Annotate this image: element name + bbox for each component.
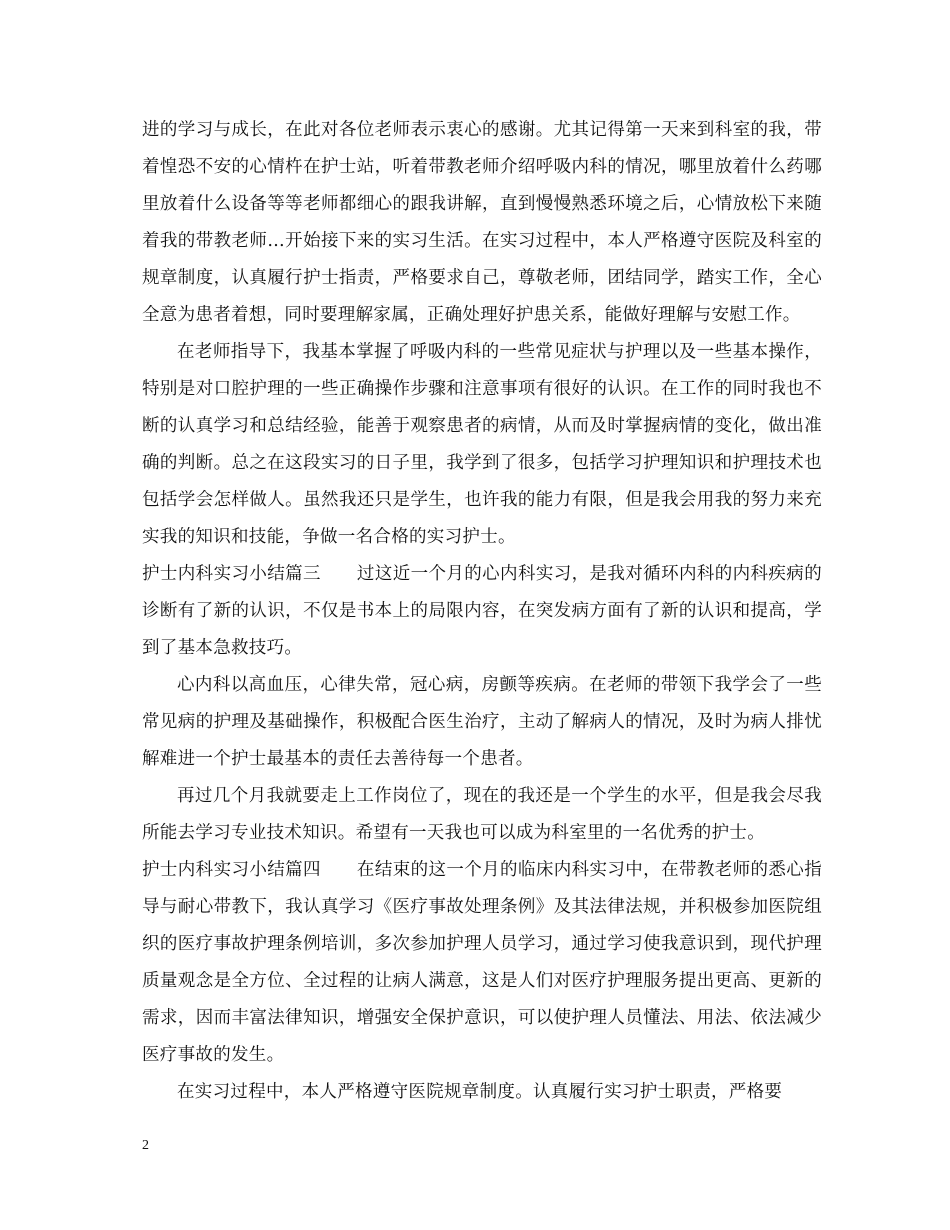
paragraph-text: 心内科以高血压，心律失常，冠心病，房颤等疾病。在老师的带领下我学会了一些常见病的护理及基础操作，积极配合医生治疗，主动了解病人的情况，及时为病人排忧解难进一个护士最基本的责任去善待每一个患者。 [142, 675, 822, 769]
paragraph-text: 进的学习与成长，在此对各位老师表示衷心的感谢。尤其记得第一天来到科室的我，带着惶恐不安的心情杵在护士站，听着带教老师介绍呼吸内科的情况，哪里放着什么药哪里放着什么设备等等老师都细心的跟我讲解，直到慢慢熟悉环境之后，心情放松下来随着我的带教老师…开始接下来的实习生活。在实习过程中，本人严格遵守医院及科室的规章制度，认真履行护士指责，严格要求自己，尊敬老师，团结同学，踏实工作，全心全意为患者着想，同时要理解家属，正确处理好护患关系，能做好理解与安慰工作。 [142, 120, 822, 325]
document-body [142, 112, 822, 1111]
paragraph-3 [142, 556, 822, 667]
paragraph-6 [142, 852, 822, 1074]
paragraph-text: 过这近一个月的心内科实习，是我对循环内科的内科疾病的诊断有了新的认识，不仅是书本上的局限内容，在突发病方面有了新的认识和提高，学到了基本急救技巧。 [142, 564, 822, 658]
paragraph-text: 在实习过程中，本人严格遵守医院规章制度。认真履行实习护士职责，严格要 [177, 1082, 783, 1102]
paragraph-4 [142, 667, 822, 778]
page-number: 2 [142, 1138, 149, 1153]
paragraph-2 [142, 334, 822, 556]
paragraph-7 [142, 1074, 822, 1111]
paragraph-1 [142, 112, 822, 334]
paragraph-5 [142, 778, 822, 852]
section-heading-3: 护士内科实习小结篇三 [142, 564, 321, 584]
section-heading-4: 护士内科实习小结篇四 [142, 860, 321, 880]
paragraph-text: 在结束的这一个月的临床内科实习中，在带教老师的悉心指导与耐心带教下，我认真学习《医疗事故处理条例》及其法律法规，并积极参加医院组织的医疗事故护理条例培训，多次参加护理人员学习，通过学习使我意识到，现代护理质量观念是全方位、全过程的让病人满意，这是人们对医疗护理服务提出更高、更新的需求，因而丰富法律知识，增强安全保护意识，可以使护理人员懂法、用法、依法减少医疗事故的发生。 [142, 860, 822, 1065]
paragraph-text: 在老师指导下，我基本掌握了呼吸内科的一些常见症状与护理以及一些基本操作，特别是对口腔护理的一些正确操作步骤和注意事项有很好的认识。在工作的同时我也不断的认真学习和总结经验，能善于观察患者的病情，从而及时掌握病情的变化，做出准确的判断。总之在这段实习的日子里，我学到了很多，包括学习护理知识和护理技术也包括学会怎样做人。虽然我还只是学生，也许我的能力有限，但是我会用我的努力来充实我的知识和技能，争做一名合格的实习护士。 [142, 342, 822, 547]
paragraph-text: 再过几个月我就要走上工作岗位了，现在的我还是一个学生的水平，但是我会尽我所能去学习专业技术知识。希望有一天我也可以成为科室里的一名优秀的护士。 [142, 786, 822, 843]
